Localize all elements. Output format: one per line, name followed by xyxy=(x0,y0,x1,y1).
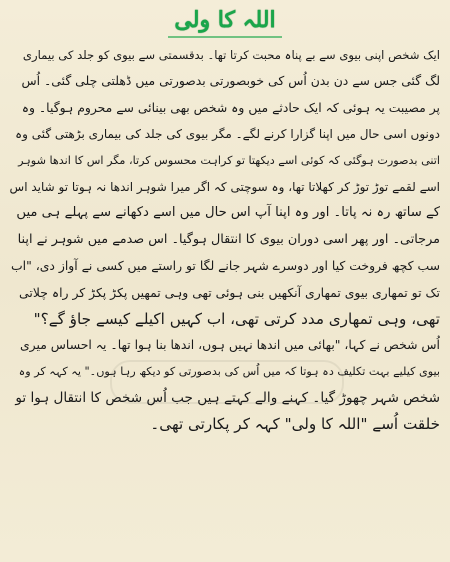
story-line: سب کچھ فروخت کیا اور دوسرے شہر جانے لگا تو راستے میں کسی نے آواز دی، "اب xyxy=(10,258,440,274)
story-line: کے ساتھ رہ نہ پاتا۔ اور وہ اپنا آپ اس حال میں اسے دکھانے سے پہلے ہی میں xyxy=(16,205,440,221)
story-line: اسے لقمے توڑ توڑ کر کھلاتا تھا، وہ سوچتی کہ اگر میرا شوہر اندھا نہ ہوتا تو شاید اس xyxy=(10,179,440,194)
page-title: اللہ کا ولی xyxy=(174,7,276,33)
story-body xyxy=(10,42,440,438)
title-underline xyxy=(168,36,282,38)
story-line: اُس شخص نے کہا، "بھائی میں اندھا نہیں ہوں، اندھا بنا ہوا تھا۔ یہ احساس میری xyxy=(19,337,440,353)
story-line: تک تو تمھاری بیوی تمھاری آنکھیں بنی ہوئی تھی وہی تمھیں پکڑ پکڑ کر راہ چلاتی xyxy=(19,284,440,300)
story-line: اتنی بدصورت ہوگئی کہ کوئی اسے دیکھتا تو کراہت محسوس کرتا، مگر اس کا اندھا شوہر xyxy=(18,153,440,167)
story-line: لگ گئی جس سے دن بدن اُس کی خوبصورتی بدصورتی میں ڈھلتی چلی گئی۔ اُس xyxy=(21,73,440,89)
story-line: ایک شخص اپنی بیوی سے بے پناہ محبت کرتا تھا۔ بدقسمتی سے بیوی کو جلد کی بیماری xyxy=(22,48,440,62)
story-line: شخص شہر چھوڑ گیا۔ کہنے والے کہتے ہیں جب اُس شخص کا انتقال ہوا تو xyxy=(15,390,440,407)
story-line: بیوی کیلیے بہت تکلیف دہ ہوتا کہ میں اُس کی بدصورتی کو دیکھ رہا ہوں۔" یہ کہہ کر وہ xyxy=(18,364,440,378)
story-line: تھی، وہی تمھاری مدد کرتی تھی، اب کہیں اکیلے کیسے جاؤ گے؟" xyxy=(33,309,440,328)
story-line: مرجاتی۔ اور پھر اسی دوران بیوی کا انتقال ہوگیا۔ اس صدمے میں شوہر نے اپنا xyxy=(17,231,440,247)
story-line: دونوں اسی حال میں اپنا گزارا کرنے لگے۔ مگر بیوی کی جلد کی بیماری بڑھتی گئی وہ xyxy=(15,127,440,142)
story-line: خلقت اُسے "اللہ کا ولی" کہہ کر پکارتی تھی۔ xyxy=(150,415,440,434)
story-line: پر مصیبت یہ ہوئی کہ ایک حادثے میں وہ شخص بھی بینائی سے محروم ہوگیا۔ وہ xyxy=(21,99,440,115)
